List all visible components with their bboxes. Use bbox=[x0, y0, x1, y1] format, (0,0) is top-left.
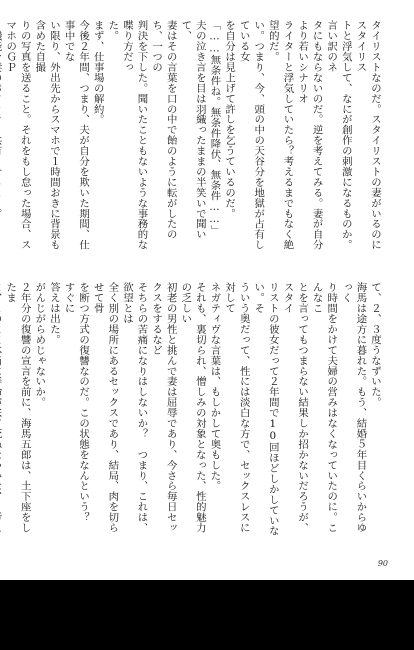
text-line: タイリストなのだ。スタイリストの妻がいるのにスタイリス bbox=[354, 20, 381, 250]
text-line bbox=[0, 20, 3, 258]
text-line: とを言ってもつまらない結果しか招かないだろうが、スタイ bbox=[281, 282, 309, 533]
upper-text-block bbox=[4, 20, 382, 258]
text-line: を断つ方式の復讐なのだ。この状態をなんという？ すぐに bbox=[62, 282, 90, 533]
text-line: 夫の泣き言を目は羽織ったままの半笑いで聞いて、 bbox=[179, 20, 206, 240]
lower-text-block bbox=[4, 282, 382, 536]
text-line: タにもならないのだ。逆を考えてみる。妻が自分より若いシナリオ bbox=[296, 20, 323, 250]
text-line: 答えは出た。 bbox=[47, 282, 60, 345]
text-line: い。つまり、今、頭の中の天谷分を地獄が占有している女 bbox=[237, 20, 265, 250]
text-line: がんじがらめじゃないか。 bbox=[33, 282, 46, 408]
text-line: り時間をかけて夫婦の営みはなくなっていたのに。こんなこ bbox=[310, 282, 338, 533]
text-line: 今後２年間、つまり、夫が自分を欺いた期間、仕事中でな bbox=[62, 20, 90, 250]
text-line: まず、仕事場の解約。 bbox=[91, 20, 104, 125]
text-line: ういう奥だって、性には淡白な方で、セックスレスに対して bbox=[223, 282, 250, 533]
text-line: を自分は見上げて許しを乞うているのだ。 bbox=[223, 20, 236, 219]
text-line bbox=[0, 282, 3, 536]
text-line: 初老の男性と挑んで妻は屈辱であり、今さら毎日セックスをするなど bbox=[150, 282, 177, 533]
text-line: ライターと浮気していたら？考えるまでもなく絶望的だ。 bbox=[266, 20, 294, 250]
text-line: ２年分の復讐の宣言を前に、海馬五郎は、土下座をしたま bbox=[4, 282, 31, 533]
text-line: 全く別の場所にあるセックスであり、結局、肉を切らせて骨 bbox=[91, 282, 119, 533]
text-line: リストの彼女だって２年間で10回ほどしかしていない。そ bbox=[252, 282, 279, 536]
text-line: それも、裏切られ、憎しみの対象となった、性的魅力の乏しい bbox=[179, 282, 206, 533]
text-line: 海馬は途方に暮れた。もう、結婚５年目くらいからゆっく bbox=[339, 282, 367, 533]
text-line: そちらの苦痛になりはしないか？ つまり、これは、欲望とは bbox=[120, 282, 148, 533]
text-line: トと浮気して、なにが創作の刺激になるものか。言い訳のネ bbox=[325, 20, 352, 250]
text-line: い限り、外出先からスマホで１時間おきに背景も含めた自撮 bbox=[33, 20, 60, 250]
text-line: 「……無条件ね。無条件降伏、無条件……」 bbox=[208, 20, 221, 236]
text-line: ネガティヴな言葉は、もしかして奥もした。 bbox=[208, 282, 221, 491]
text-line: 判決を下した。聞いたこともないような事務的な喋り方だっ bbox=[120, 20, 148, 250]
text-line: 妻はその言葉を口の中で飴のように転がしたのち、一つの bbox=[150, 20, 177, 240]
text-line: て、２、３度うなずいた。 bbox=[369, 282, 381, 408]
text-line: た。 bbox=[106, 20, 119, 41]
text-line: りの写真を送ること。それをもし怠った場合、スマホのＧＰ bbox=[4, 20, 31, 250]
bottom-black-bar bbox=[0, 580, 414, 650]
page-number: 90 bbox=[377, 559, 388, 568]
